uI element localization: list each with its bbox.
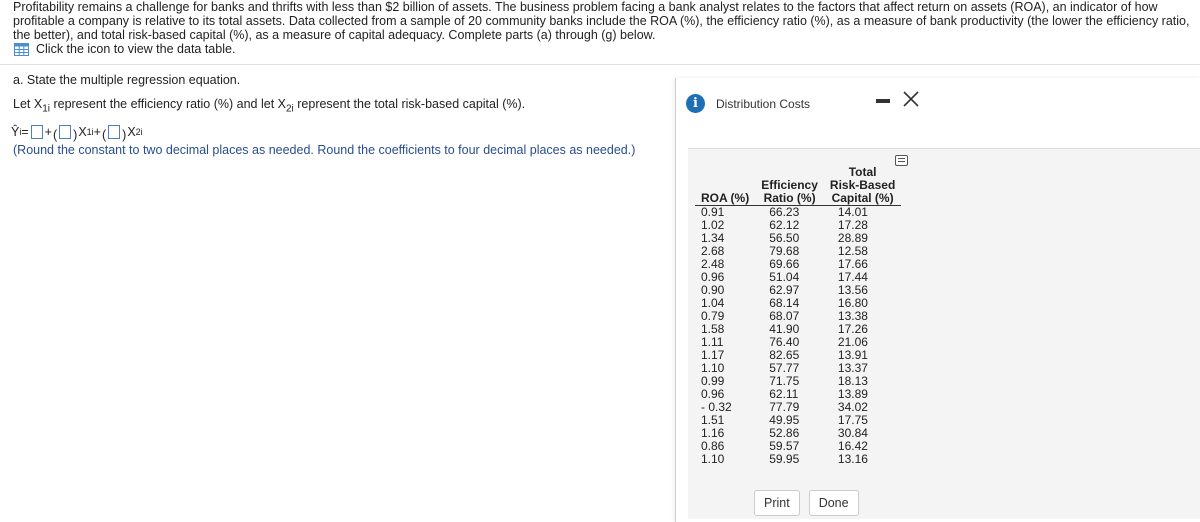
dialog-title-bar [686, 94, 810, 113]
efficiency-cell: 51.04 [769, 270, 800, 284]
efficiency-cell: 69.66 [769, 257, 800, 271]
table-row [695, 453, 901, 466]
roa-cell: 0.96 [701, 387, 725, 401]
coefficient-x1-input[interactable] [59, 125, 71, 139]
efficiency-cell: 77.79 [769, 400, 800, 414]
roa-cell: 1.34 [701, 231, 725, 245]
capital-cell: 16.42 [837, 439, 868, 453]
col-header-efficiency-l2: Ratio (%) [755, 192, 824, 206]
roa-cell: 1.10 [701, 452, 725, 466]
print-button[interactable]: Print [754, 490, 800, 516]
roa-cell: 1.58 [701, 322, 725, 336]
efficiency-cell: 41.90 [769, 322, 800, 336]
roa-cell: 1.16 [701, 426, 725, 440]
constant-input[interactable] [31, 125, 43, 139]
coefficient-x2-input[interactable] [108, 125, 120, 139]
efficiency-cell: 68.14 [769, 296, 800, 310]
table-row [695, 375, 901, 388]
capital-cell: 13.56 [837, 283, 868, 297]
view-data-table-label[interactable]: Click the icon to view the data table. [36, 42, 236, 56]
roa-cell: 0.99 [701, 374, 725, 388]
efficiency-cell: 49.95 [769, 413, 800, 427]
capital-cell: 16.80 [837, 296, 868, 310]
roa-cell: 1.10 [701, 361, 725, 375]
col-header-efficiency-l1: Efficiency [761, 178, 818, 192]
roa-cell: 1.11 [701, 335, 724, 349]
capital-cell: 13.38 [837, 309, 868, 323]
capital-cell: 28.89 [837, 231, 868, 245]
roa-cell: 1.17 [701, 348, 725, 362]
efficiency-cell: 71.75 [769, 374, 800, 388]
roa-cell: 0.96 [701, 270, 725, 284]
problem-statement: Profitability remains a challenge for banks and thrifts with less than $2 billion of assets. The business problem facing a bank analyst relates to the factors that affect return on assets (ROA), an indicator of how profitable a company is relative to its total assets. Data collected from a sample of 20 community banks include the ROA (%), the efficiency ratio (%), as a measure of bank productivity (the lower the efficiency ratio, the better), and total risk-based capital (%), as a measure of capital adequacy. Complete parts (a) through (g) below. [13, 0, 1190, 42]
capital-cell: 13.91 [837, 348, 868, 362]
capital-cell: 34.02 [837, 400, 868, 414]
roa-cell: 1.04 [701, 296, 725, 310]
copy-icon[interactable] [895, 155, 908, 166]
capital-cell: 30.84 [837, 426, 868, 440]
capital-cell: 17.28 [837, 218, 868, 232]
efficiency-cell: 68.07 [769, 309, 800, 323]
part-a-heading: a. State the multiple regression equation. [13, 73, 241, 87]
efficiency-cell: 62.12 [769, 218, 800, 232]
data-table [695, 166, 901, 466]
roa-cell: 0.91 [701, 205, 725, 219]
capital-cell: 13.89 [837, 387, 868, 401]
roa-cell: - 0.32 [701, 400, 732, 414]
col-header-capital-l1: Total [848, 165, 877, 179]
efficiency-cell: 57.77 [769, 361, 800, 375]
capital-cell: 17.44 [837, 270, 868, 284]
efficiency-cell: 66.23 [769, 205, 800, 219]
efficiency-cell: 56.50 [769, 231, 800, 245]
capital-cell: 13.37 [837, 361, 868, 375]
roa-cell: 1.02 [701, 218, 725, 232]
roa-cell: 1.51 [701, 413, 725, 427]
done-button[interactable]: Done [809, 490, 859, 516]
capital-cell: 17.75 [837, 413, 868, 427]
efficiency-cell: 82.65 [769, 348, 800, 362]
close-icon[interactable] [902, 90, 920, 108]
data-table-dialog [675, 78, 1200, 522]
info-icon: i [686, 94, 705, 113]
regression-equation: Ŷ i = + ( ) X 1i + ( ) X 2i [11, 125, 143, 142]
capital-cell: 17.26 [837, 322, 868, 336]
col-header-roa: ROA (%) [695, 192, 755, 206]
roa-cell: 2.48 [701, 257, 725, 271]
efficiency-cell: 76.40 [769, 335, 800, 349]
roa-cell: 0.90 [701, 283, 725, 297]
capital-cell: 14.01 [837, 205, 868, 219]
capital-cell: 13.16 [837, 452, 868, 466]
col-header-capital-l2: Risk-Based [829, 178, 896, 192]
efficiency-cell: 62.97 [769, 283, 800, 297]
dialog-title: Distribution Costs [716, 96, 811, 111]
section-divider [0, 64, 1200, 65]
rounding-note: (Round the constant to two decimal places as needed. Round the coefficients to four decimal places as needed.) [13, 143, 636, 157]
efficiency-cell: 52.86 [769, 426, 800, 440]
efficiency-cell: 62.11 [769, 387, 799, 401]
capital-cell: 18.13 [837, 374, 868, 388]
capital-cell: 17.66 [837, 257, 868, 271]
col-header-capital-l3: Capital (%) [824, 192, 901, 206]
dialog-buttons [754, 490, 859, 516]
view-data-table-link[interactable] [14, 42, 235, 56]
roa-cell: 0.79 [701, 309, 725, 323]
table-row [695, 206, 901, 220]
efficiency-cell: 59.95 [769, 452, 800, 466]
efficiency-cell: 59.57 [769, 439, 800, 453]
minimize-icon[interactable] [876, 99, 890, 103]
capital-cell: 12.58 [837, 244, 868, 258]
capital-cell: 21.06 [837, 335, 868, 349]
variable-definition: Let $X_{1i}$ represent the efficiency ratio (%) and let $X_{2i}$ represent the total risk-based capital (%). [13, 97, 526, 115]
roa-cell: 0.86 [701, 439, 725, 453]
table-icon[interactable] [14, 43, 29, 56]
roa-cell: 2.68 [701, 244, 725, 258]
efficiency-cell: 79.68 [769, 244, 800, 258]
